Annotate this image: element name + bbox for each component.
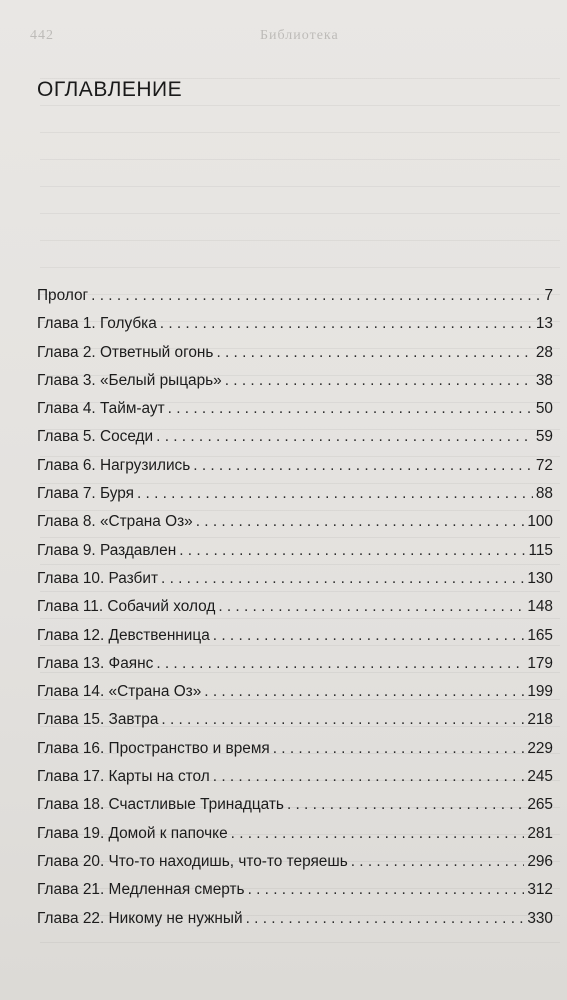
toc-entry-page-number: 179: [527, 654, 553, 672]
toc-entry: [37, 706, 553, 734]
toc-leader-dots: [168, 395, 533, 423]
toc-leader-dots: [137, 480, 533, 508]
toc-entry: [37, 565, 553, 593]
toc-entry-label: Глава 22. Никому не нужный: [37, 909, 243, 927]
toc-entry: [37, 282, 553, 310]
toc-entry: [37, 876, 553, 904]
toc-entry: [37, 820, 553, 848]
toc-entry-label: Глава 11. Собачий холод: [37, 598, 216, 616]
toc-leader-dots: [161, 565, 524, 593]
toc-entry-label: Глава 13. Фаянс: [37, 654, 154, 672]
toc-leader-dots: [216, 339, 532, 367]
toc-entry: [37, 452, 553, 480]
toc-entry-page-number: 72: [535, 456, 553, 474]
toc-leader-dots: [196, 508, 525, 536]
toc-entry: [37, 622, 553, 650]
toc-entry: [37, 537, 553, 565]
toc-entry: [37, 310, 553, 338]
toc-leader-dots: [273, 735, 525, 763]
toc-entry-label: Глава 10. Разбит: [37, 569, 159, 587]
toc-entry-label: Глава 7. Буря: [37, 485, 134, 503]
toc-leader-dots: [287, 791, 524, 819]
toc-entry-page-number: 38: [535, 371, 553, 389]
toc-leader-dots: [218, 593, 524, 621]
toc-entry-page-number: 330: [527, 909, 553, 927]
toc-entry-page-number: 7: [544, 287, 553, 304]
toc-entry-page-number: 13: [535, 315, 553, 333]
toc-entry: [37, 480, 553, 508]
toc-entry-page-number: 312: [527, 881, 553, 899]
toc-leader-dots: [160, 310, 533, 338]
toc-leader-dots: [246, 905, 525, 933]
table-of-contents: [37, 282, 553, 933]
toc-entry-page-number: 245: [527, 768, 553, 786]
toc-entry-page-number: 281: [527, 824, 553, 842]
toc-entry: [37, 650, 553, 678]
toc-entry-label: Глава 9. Раздавлен: [37, 541, 177, 559]
toc-leader-dots: [91, 282, 541, 310]
toc-entry-label: Глава 6. Нагрузились: [37, 456, 191, 474]
toc-entry-page-number: 229: [527, 739, 553, 757]
toc-entry-page-number: 28: [535, 343, 553, 361]
toc-leader-dots: [231, 820, 525, 848]
running-head-title: Библиотека: [260, 28, 339, 43]
toc-entry-page-number: 265: [527, 796, 553, 814]
contents-heading: ОГЛАВЛЕНИЕ: [37, 78, 183, 101]
toc-entry-label: Глава 5. Соседи: [37, 428, 154, 446]
toc-entry-page-number: 88: [535, 485, 553, 503]
toc-entry-label: Глава 21. Медленная смерть: [37, 881, 245, 899]
toc-entry-label: Глава 15. Завтра: [37, 711, 159, 729]
toc-entry-label: Глава 19. Домой к папочке: [37, 824, 228, 842]
toc-entry-page-number: 218: [527, 711, 553, 729]
toc-entry-label: Глава 8. «Страна Оз»: [37, 513, 193, 531]
toc-entry: [37, 508, 553, 536]
toc-entry-page-number: 296: [527, 852, 553, 870]
toc-entry-label: Глава 12. Девственница: [37, 626, 210, 644]
toc-entry: [37, 848, 553, 876]
toc-leader-dots: [179, 537, 525, 565]
toc-entry-page-number: 59: [535, 428, 553, 446]
toc-entry-page-number: 148: [527, 598, 553, 616]
toc-entry-label: Глава 2. Ответный огонь: [37, 343, 214, 361]
toc-entry-page-number: 100: [527, 513, 553, 531]
toc-entry-page-number: 165: [527, 626, 553, 644]
toc-leader-dots: [213, 763, 525, 791]
toc-entry-page-number: 115: [528, 541, 553, 559]
running-head-page-number: 442: [30, 28, 54, 43]
toc-leader-dots: [156, 650, 524, 678]
toc-leader-dots: [161, 706, 524, 734]
toc-entry: [37, 395, 553, 423]
toc-entry-page-number: 130: [527, 569, 553, 587]
toc-entry-page-number: 50: [535, 400, 553, 418]
toc-entry: [37, 339, 553, 367]
toc-entry-label: Пролог: [37, 287, 89, 304]
toc-entry: [37, 763, 553, 791]
toc-entry-label: Глава 4. Тайм-аут: [37, 400, 165, 418]
toc-leader-dots: [225, 367, 533, 395]
toc-leader-dots: [213, 622, 525, 650]
toc-leader-dots: [248, 876, 525, 904]
toc-entry: [37, 905, 553, 933]
toc-leader-dots: [156, 423, 533, 451]
toc-entry-label: Глава 17. Карты на стол: [37, 768, 210, 786]
toc-entry: [37, 791, 553, 819]
toc-entry: [37, 367, 553, 395]
toc-entry-label: Глава 14. «Страна Оз»: [37, 683, 202, 701]
toc-entry-label: Глава 18. Счастливые Тринадцать: [37, 796, 284, 814]
toc-leader-dots: [204, 678, 524, 706]
toc-entry-label: Глава 16. Пространство и время: [37, 739, 270, 757]
toc-entry: [37, 735, 553, 763]
toc-entry: [37, 593, 553, 621]
toc-entry-label: Глава 20. Что-то находишь, что-то теряешь: [37, 852, 348, 870]
toc-entry-label: Глава 3. «Белый рыцарь»: [37, 371, 222, 389]
toc-leader-dots: [193, 452, 533, 480]
toc-entry: [37, 678, 553, 706]
toc-entry-label: Глава 1. Голубка: [37, 315, 157, 333]
toc-leader-dots: [351, 848, 525, 876]
toc-entry-page-number: 199: [527, 683, 553, 701]
toc-entry: [37, 423, 553, 451]
